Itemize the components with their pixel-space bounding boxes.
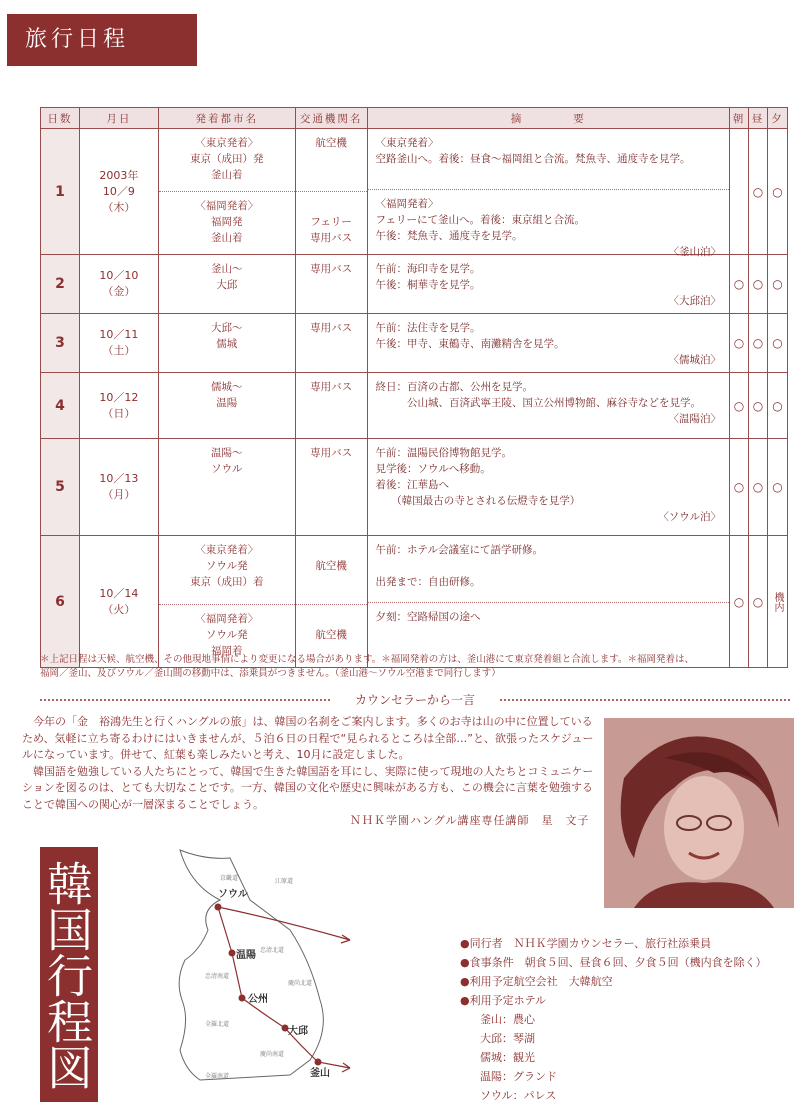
hotel-item: 釜山：農心 [480,1013,535,1026]
city-label: 釜山 [310,1068,330,1079]
city-cell-line: ソウル [211,463,243,475]
day-number: 6 [41,536,80,668]
transport-cell-line: 専用バス [310,447,353,459]
overnight-stay: 〈ソウル泊〉 [658,511,721,523]
summary-cell-block [368,314,729,372]
summary-cell-line: 出発まで：自由研修。 [375,576,481,588]
lunch-cell: ○ [748,314,767,373]
city-cell-line: 大邱～ [211,322,243,334]
summary-cell-line: 午後：桐華寺を見学。 [375,279,481,291]
transport-cell-line [298,198,365,214]
counsel-heading [40,691,790,707]
summary-cell-line: 午後：梵魚寺、通度寺を見学。 [375,230,523,242]
table-header-cell: 発着都市名 [158,108,295,129]
summary-cell-line: 午前：法住寺を見学。 [375,322,481,334]
hotel-item: ソウル：パレス [480,1089,557,1102]
transport-cell-line: 航空機 [315,137,347,149]
province-label: 京畿道 [220,875,239,882]
date-cell [79,373,158,439]
lunch-cell: ○ [748,536,767,668]
bullet-icon: ● [460,975,470,988]
day-number: 5 [41,439,80,536]
trip-info [460,934,790,1105]
city-cell [158,373,295,439]
city-cell-line: 〈東京発着〉 [195,137,259,149]
table-row [41,439,788,536]
city-cell-block [159,536,295,604]
dinner-cell: ○ [767,255,787,314]
city-cell-line: 釜山着 [211,232,243,244]
date-cell [79,255,158,314]
province-label: 慶尚北道 [288,980,313,987]
city-cell [158,255,295,314]
city-cell-line: 東京（成田）着 [190,576,264,588]
summary-cell-line [376,558,721,574]
map-title: 韓国行程図 [40,847,98,1102]
table-header-row [41,108,788,129]
hotel-item: 儒城：観光 [480,1051,535,1064]
city-cell-block [159,314,295,358]
date-line: 10／9 [102,184,135,198]
summary-cell-line: フェリーにて釜山へ。着後：東京組と合流。 [375,214,586,226]
province-label: 忠清南道 [205,973,230,980]
info-value: ＮＨＫ学園カウンセラー、旅行社添乗員 [513,937,712,950]
city-cell-line: ソウル発 [205,560,248,572]
date-cell [79,439,158,536]
counsel-title: カウンセラーから一言 [349,693,481,707]
province-label: 全羅南道 [205,1073,230,1080]
info-label: 食事条件 [469,956,514,969]
dinner-cell: 機内 [767,536,787,668]
schedule-table [40,107,788,668]
province-label: 全羅北道 [205,1021,230,1028]
bullet-icon: ● [460,994,470,1007]
breakfast-cell: ○ [729,314,748,373]
dinner-cell: ○ [767,129,787,255]
city-cell-line: 福岡発 [211,216,243,228]
transport-cell-block [296,439,367,467]
city-cell [158,129,295,255]
summary-cell [367,255,729,314]
breakfast-cell: ○ [729,439,748,536]
counsel-paragraph: 韓国語を勉強している人たちにとって、韓国で生きた韓国語を耳にし、実際に使って現地の人たちとコミュニケーションを図るのは、とても大切なことです。一方、韓国の文化や歴史に興味がある方も、この機会に言葉を勉強することで韓国への関心が一層深まることでしょう。 [22,764,594,811]
korea-route-map [160,840,440,1110]
city-label: 温陽 [236,950,256,961]
counselor-photo [604,718,794,908]
city-cell-line: 温陽 [216,397,238,409]
transport-cell-block [296,255,367,283]
table-header-cell: 日数 [41,108,80,129]
transport-cell-block [296,373,367,401]
page-title: 旅行日程 [7,14,197,66]
counsel-signature: ＮＨＫ学園ハングル講座専任講師 星 文子 [350,814,590,827]
bullet-icon: ● [460,937,470,950]
city-marker [215,904,222,911]
province-label: 江原道 [275,878,294,885]
city-cell [158,439,295,536]
dinner-cell: ○ [767,439,787,536]
transport-cell-line: 専用バス [310,263,353,275]
summary-cell-line: 午前：温陽民俗博物館見学。 [375,447,513,459]
date-cell [79,314,158,373]
transport-cell-line [298,542,365,558]
summary-cell-line: 〈福岡発着〉 [375,198,439,210]
date-cell [79,536,158,668]
summary-cell-block [368,255,729,313]
table-row [41,373,788,439]
city-cell-line: 〈東京発着〉 [195,544,259,556]
breakfast-cell [729,129,748,255]
date-line: （金） [102,285,136,298]
info-label: 利用予定ホテル [469,994,547,1007]
transport-cell-line: 専用バス [310,381,353,393]
transport-cell-line: フェリー [310,216,352,228]
summary-cell [367,373,729,439]
summary-cell-line: 午前：ホテル会議室にて語学研修。 [375,544,544,556]
overnight-stay: 〈大邱泊〉 [668,295,721,307]
city-cell-line: 東京（成田）発 [190,153,264,165]
info-item [460,953,790,972]
summary-cell-line: 公山城、百済武寧王陵、国立公州博物館、麻谷寺などを見学。 [375,397,702,409]
date-line: （日） [102,406,136,420]
summary-cell [367,129,729,258]
day-number: 4 [41,373,80,439]
city-cell-line: 福岡着 [211,645,243,657]
city-cell-line: ソウル発 [205,629,248,641]
summary-cell-line: 夕刻：空路帰国の途へ [375,611,481,623]
summary-cell-block [368,439,729,529]
note-line: ＊上記日程は天候、航空機、その他現地事情により変更になる場合があります。＊福岡発着の方は、釜山港にて東京発着組と合流します。＊福岡発着は、 [40,654,694,665]
city-cell [158,314,295,373]
summary-cell-line: 午後：甲寺、東鶴寺、南灘精舎を見学。 [375,338,565,350]
date-line: 10／11 [99,328,139,341]
summary-cell [367,439,729,536]
city-cell-block [159,191,295,254]
city-cell-line: 〈福岡発着〉 [195,613,259,625]
table-header-cell: 月日 [79,108,158,129]
dotted-divider [500,699,790,701]
day-number: 1 [41,129,80,255]
breakfast-cell: ○ [729,255,748,314]
date-line: （土） [102,344,136,357]
table-row [41,255,788,314]
summary-cell-block [368,536,729,602]
table-header-cell: 交通機関名 [295,108,367,129]
transport-cell-line: 航空機 [315,629,347,641]
city-cell-line: 釜山～ [211,263,243,275]
info-label: 利用予定航空会社 [469,975,558,988]
info-item [460,972,790,991]
table-header-cell: 昼 [748,108,767,129]
city-cell-block [159,439,295,483]
city-label: 公州 [248,994,268,1005]
lunch-cell: ○ [748,439,767,536]
info-item [460,934,790,953]
summary-cell-block [368,373,729,431]
summary-cell-line: 〈東京発着〉 [375,137,439,149]
city-marker [239,995,246,1002]
city-cell-line: 儒城 [216,338,238,350]
city-cell-line: 温陽～ [211,447,243,459]
table-header-cell: 朝 [729,108,748,129]
city-cell-line: 釜山着 [211,169,243,181]
city-cell-line: 儒城～ [211,381,243,393]
city-cell [158,536,295,668]
transport-cell [295,439,367,536]
transport-cell [295,129,367,255]
info-value: 大韓航空 [568,975,613,988]
portrait-image [604,718,794,908]
lunch-cell: ○ [748,255,767,314]
transport-cell [295,373,367,439]
lunch-cell: ○ [748,129,767,255]
bullet-icon: ● [460,956,470,969]
transport-cell-line [298,611,365,627]
transport-cell-line: 専用バス [310,232,353,244]
overnight-stay: 〈儒城泊〉 [668,354,721,366]
summary-cell-line: 見学後：ソウルへ移動。 [375,463,491,475]
table-row [41,536,788,668]
summary-cell-line: 午前：海印寺を見学。 [375,263,481,275]
day-number: 3 [41,314,80,373]
transport-cell-block [296,129,367,191]
transport-cell-block [296,314,367,342]
overnight-stay: 〈釜山泊〉 [668,246,721,258]
summary-cell-line: 空路釜山へ。着後：昼食～福岡組と合流。梵魚寺、通度寺を見学。 [375,153,691,165]
summary-cell-block [368,189,729,258]
city-label: ソウル [218,889,248,900]
city-marker [315,1059,322,1066]
schedule-notes [40,653,790,681]
table-row [41,314,788,373]
info-item [460,991,790,1010]
lunch-cell: ○ [748,373,767,439]
city-cell-block [159,373,295,417]
city-marker [229,950,236,957]
city-cell-line: 大邱 [216,279,238,291]
hotel-item: 大邱：琴湖 [480,1032,535,1045]
table-header-cell: 摘 要 [367,108,729,129]
date-line: 2003年 [99,168,139,182]
date-cell [79,129,158,255]
dinner-cell: ○ [767,373,787,439]
date-line: 10／10 [99,269,139,282]
city-cell-block [159,129,295,191]
summary-cell-block [368,129,729,189]
transport-cell-block [296,191,367,254]
transport-cell [295,314,367,373]
province-label: 慶尚南道 [260,1051,285,1058]
breakfast-cell: ○ [729,536,748,668]
date-line: 10／13 [99,472,139,485]
transport-cell-block [296,536,367,604]
summary-cell-line: 終日：百済の古都、公州を見学。 [375,381,534,393]
dotted-divider [40,699,330,701]
dinner-cell: ○ [767,314,787,373]
transport-cell [295,536,367,668]
summary-cell [367,536,729,668]
note-line: 福岡／釜山、及びソウル／釜山間の移動中は、添乗員がつきません。（釜山港～ソウル空港まで同行します） [40,668,501,679]
overnight-stay: 〈温陽泊〉 [668,413,721,425]
counsel-paragraph: 今年の「金 裕鴻先生と行くハングルの旅」は、韓国の名刹をご案内します。多くのお寺は山の中に位置しているため、気軽に立ち寄るわけにはいきませんが、５泊６日の日程で“見られるところは全部…”と、欲張ったスケジュールになっています。併せて、紅葉も楽しみたいと考え、10月に設定しました。 [22,715,594,761]
date-line: 10／14 [99,586,139,600]
summary-cell [367,314,729,373]
date-line: （火） [102,602,136,616]
hotel-item: 温陽：グランド [480,1070,557,1083]
summary-cell-line: （韓国最古の寺とされる伝燈寺を見学） [375,495,581,507]
counsel-text [22,714,600,813]
breakfast-cell: ○ [729,373,748,439]
table-header-cell: 夕 [767,108,787,129]
city-cell-line: 〈福岡発着〉 [195,200,259,212]
table-row [41,129,788,255]
date-line: 10／12 [99,390,139,404]
date-line: （月） [102,488,136,501]
transport-cell [295,255,367,314]
transport-cell-line: 専用バス [310,322,353,334]
transport-cell-line: 航空機 [315,560,347,572]
date-line: （木） [102,200,136,214]
info-value: 朝食５回、昼食６回、夕食５回（機内食を除く） [524,956,767,969]
day-number: 2 [41,255,80,314]
city-label: 大邱 [288,1026,308,1037]
city-cell-block [159,255,295,299]
summary-cell-line: 着後：江華島へ [375,479,450,491]
info-label: 同行者 [469,937,503,950]
province-label: 忠清北道 [260,947,285,954]
